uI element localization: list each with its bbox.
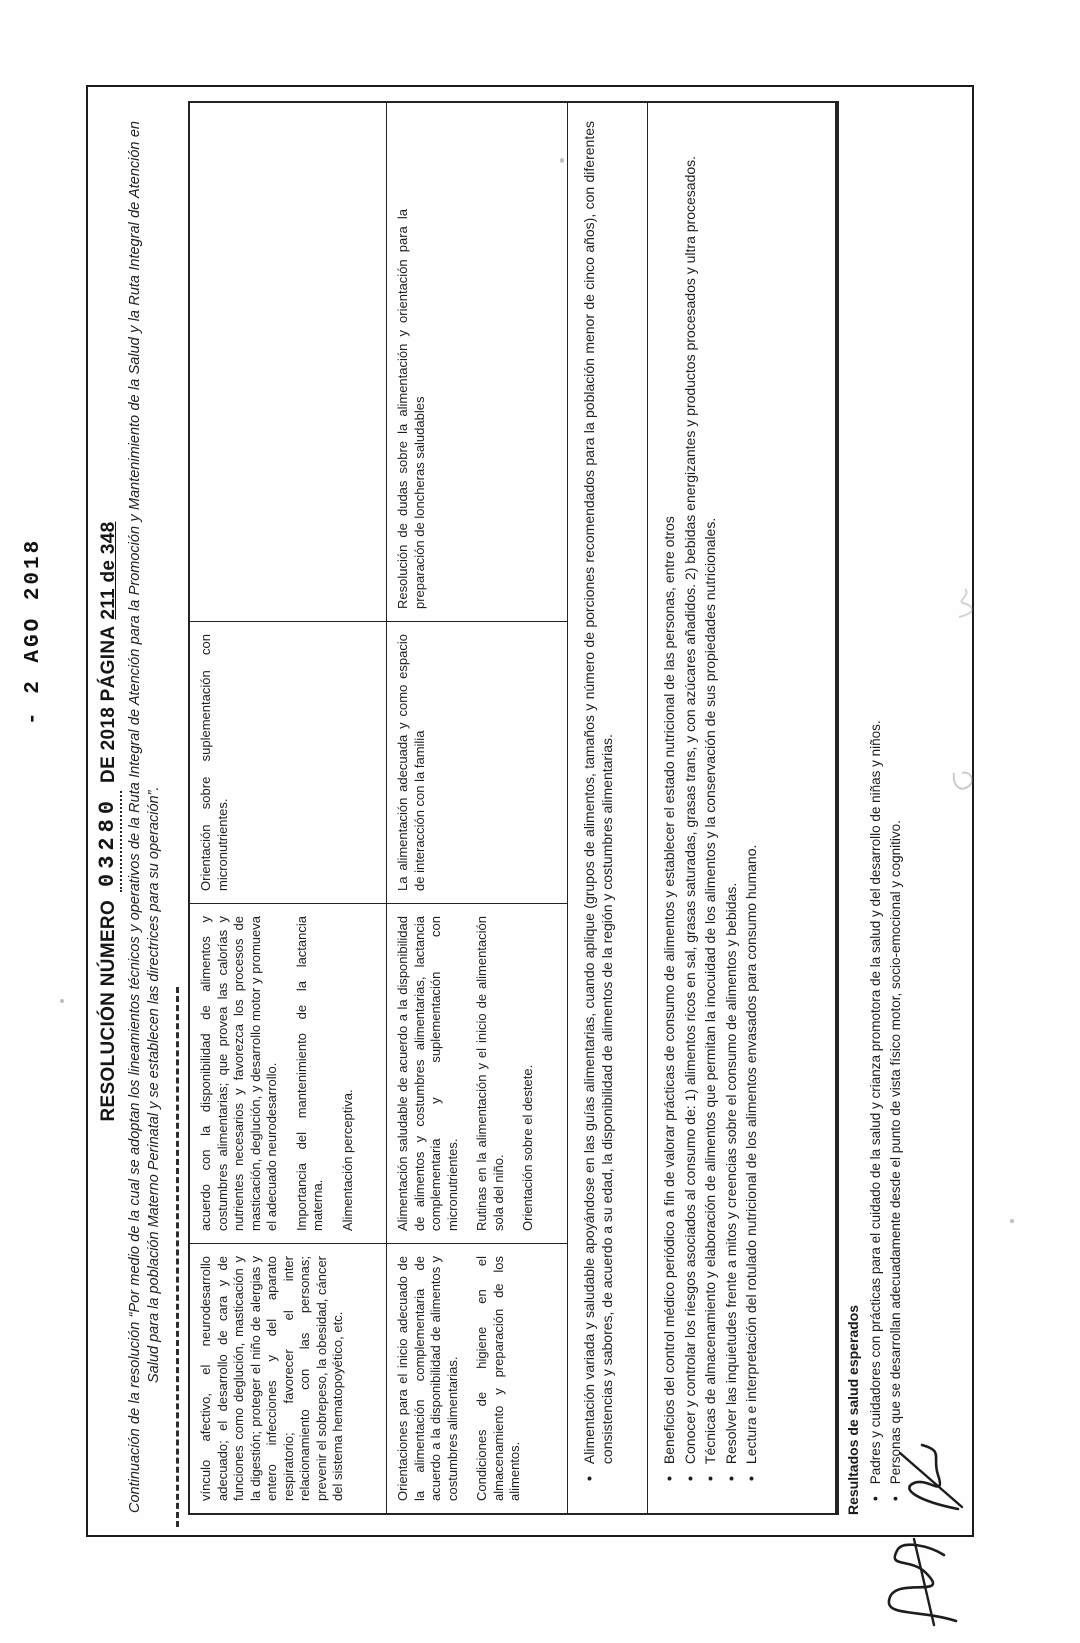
cell-paragraph: acuerdo con la disponibilidad de alimentos y costumbres alimentarias; que provea las calorías y nutrientes necesarios y favorezca los procesos de masticación, deglución, y desarrollo motor y promueva el adecuado neurodesarrollo. [198, 916, 279, 1231]
title-prefix: RESOLUCIÓN NÚMERO [98, 899, 119, 1122]
bullet-dot: • [661, 1476, 677, 1481]
table-spanning-row-recomendaciones [648, 103, 835, 1513]
bullet-text: Padres y cuidadores con prácticas para el cuidado de la salud y crianza promotora de la salud y del desarrollo de niñas y niños. [868, 720, 883, 1485]
bullet-item [867, 101, 884, 1515]
cell-paragraph: Rutinas en la alimentación y el inicio de alimentación sola del niño. [474, 916, 506, 1231]
cell-paragraph: Alimentación saludable de acuerdo a la disponibilidad de alimentos y costumbres alimentarias, lactancia complementaria y suplementación con micronutrientes. [395, 916, 460, 1231]
bullet-item [887, 101, 904, 1515]
bullet-dot: • [681, 1476, 698, 1481]
scan-speck [1010, 1219, 1014, 1223]
information-table [188, 101, 839, 1515]
cell-paragraph: Alimentación perceptiva. [339, 1089, 355, 1231]
expected-health-results-section [845, 101, 907, 1515]
bullet-item [682, 121, 700, 1495]
date-stamp: - 2 AGO 2018 [22, 537, 45, 725]
bullet-dot: • [581, 1476, 597, 1481]
initials-scribble-icon [892, 1439, 968, 1525]
cell-paragraph: Importancia del mantenimiento de la lactancia materna. [293, 916, 325, 1231]
bullet-dot: • [743, 1476, 759, 1481]
pencil-mark-icon [955, 587, 981, 621]
cell-paragraph: Resolución de dudas sobre la alimentación y orientación para la preparación de loncheras saludables [395, 209, 427, 609]
results-heading: Resultados de salud esperados [845, 1304, 861, 1515]
bullet-dot: • [888, 1496, 903, 1501]
bullet-item [723, 121, 741, 1495]
bullet-text: Técnicas de almacenamiento y elaboración de alimentos que permitan la inocuidad de los alimentos y la conservación de sus propiedades nutricionales. [702, 517, 718, 1465]
dashed-separator [176, 987, 179, 1527]
bullet-dot: • [868, 1496, 883, 1501]
bullet-item [743, 121, 761, 1495]
bullet-text: Alimentación variada y saludable apoyándose en las guías alimentarias, cuando aplique (grupos de alimentos, tamaños y número de porciones recomendados para la población menor de cinco años), con diferentes consistencias y sabores, de acuerdo a su edad, la disponibilidad de alimentos de la región y costumbres alimentarias. [581, 121, 615, 1465]
cell-paragraph: Orientaciones para el inicio adecuado de la alimentación complementaria de acuerdo a la disponibilidad de alimentos y costumbres alimentarias. [395, 1256, 460, 1501]
bullet-text: Conocer y controlar los riesgos asociados al consumo de: 1) alimentos ricos en sal, grasas saturadas, grasas trans, y con azúcares añadidos. 2) bebidas energizantes y productos procesados y ultra procesados. [681, 155, 698, 1465]
scan-speck [60, 999, 64, 1003]
resolution-number-stamp: 03280 [95, 791, 122, 892]
bullet-text: Beneficios del control médico periódico a fin de valorar prácticas de consumo de alimentos y establecer el estado nutricional de las personas, entre otros [661, 516, 677, 1465]
table-cell-r2c3 [387, 621, 568, 903]
document-title [96, 0, 121, 1643]
pencil-mark-icon [948, 767, 976, 797]
cell-paragraph: Orientación sobre suplementación con micronutrientes. [198, 634, 230, 891]
bullet-text: Personas que se desarrollan adecuadamente desde el punto de vista físico motor, socio-emocional y cognitivo. [888, 820, 903, 1485]
table-cell-r2c2 [387, 903, 568, 1243]
bullet-item [661, 121, 679, 1495]
table-spanning-row-guias [568, 103, 648, 1513]
bullet-item [702, 121, 720, 1495]
table-cell-r1c4-empty [190, 103, 387, 621]
cell-paragraph: Condiciones de higiene en el almacenamiento y preparación de los alimentos. [474, 1256, 522, 1501]
table-cell-r1c1 [190, 1243, 387, 1513]
bullet-item [581, 121, 616, 1495]
cell-paragraph: La alimentación adecuada y como espacio de interacción con la familia [395, 634, 427, 891]
continuation-paragraph: Continuación de la resolución “Por medio de la cual se adoptan los lineamientos técnicos y operativos de la Ruta Integral de Atención para la Promoción y Mantenimiento de la Salud y la Ruta Integral de Atención en Salud para la población Materno Perinatal y se establecen las directrices para su operación”. [127, 121, 162, 1513]
table-cell-r1c2 [190, 903, 387, 1243]
signature-scribble-icon [848, 1537, 970, 1629]
table-cell-r1c3 [190, 621, 387, 903]
page-reference: 211 de 348 [98, 521, 119, 620]
table-cell-r2c4 [387, 103, 568, 621]
bullet-text: Lectura e interpretación del rotulado nutricional de los alimentos envasados para consumo humano. [743, 844, 759, 1465]
title-middle: DE 2018 PÁGINA [98, 625, 119, 783]
bullet-dot: • [702, 1476, 718, 1481]
bullet-dot: • [722, 1476, 739, 1481]
bullet-text: Resolver las inquietudes frente a mitos y creencias sobre el consumo de alimentos y bebidas. [722, 882, 739, 1465]
cell-paragraph: Orientación sobre el destete. [520, 1064, 535, 1231]
scan-speck [560, 158, 564, 163]
cell-paragraph: vínculo afectivo, el neurodesarrollo adecuado; el desarrollo de cara y de funciones como deglución, masticación y la digestión; proteger el niño de alergias y entero infecciones y del aparato respiratorio; favorecer el inter relacionamiento con las personas; prevenir el sobrepeso, la obesidad, cáncer del sistema hematopoyético, etc. [198, 1256, 345, 1501]
table-cell-r2c1 [387, 1243, 568, 1513]
